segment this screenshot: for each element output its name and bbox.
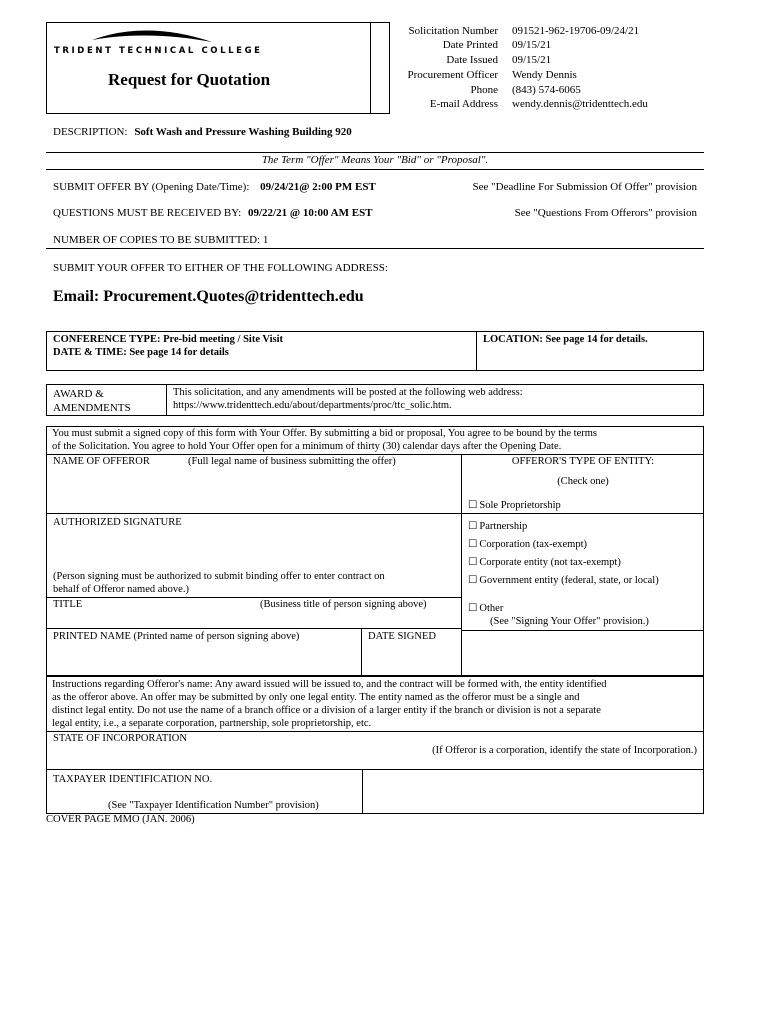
sign-intro-line: of the Solicitation. You agree to hold Your Offer open for a minimum of thirty (30) calendar days after the Opening Date.: [52, 440, 562, 452]
submit-offer-note: See "Deadline For Submission Of Offer" provision: [472, 181, 697, 193]
instruction-line: Instructions regarding Offeror's name: Any award issued will be issued to, and the contract will be formed with, the entity identified: [52, 679, 607, 690]
date-signed-field[interactable]: [362, 645, 460, 675]
sign-intro: [52, 428, 700, 453]
submit-offer-row: [53, 181, 376, 193]
entity-option-corporate-entity[interactable]: ☐ Corporate entity (not tax-exempt): [468, 556, 621, 568]
taxpayer-id-field[interactable]: [363, 770, 703, 813]
description: [53, 126, 352, 138]
instruction-line: distinct legal entity. Do not use the name of a branch office or a division of a larger entity if the branch or division is not a separate: [52, 705, 601, 716]
printed-name-field[interactable]: [47, 645, 360, 675]
field-label: Solicitation Number: [408, 25, 498, 37]
questions-value: 09/22/21 @ 10:00 AM EST: [248, 207, 373, 219]
award-label: [53, 387, 131, 415]
state-of-incorporation-label: STATE OF INCORPORATION: [53, 733, 187, 744]
instructions: [52, 678, 700, 730]
divider: [46, 152, 704, 153]
divider: [46, 513, 461, 514]
name-of-offeror-field[interactable]: [47, 470, 460, 512]
description-value: Soft Wash and Pressure Washing Building 920: [134, 126, 352, 138]
title-field[interactable]: [47, 612, 460, 627]
email-address-line: Email: Procurement.Quotes@tridenttech.edu: [53, 288, 364, 305]
title-hint: (Business title of person signing above): [260, 599, 427, 610]
conference-type: CONFERENCE TYPE: Pre-bid meeting / Site Visit: [53, 334, 284, 345]
divider: [46, 731, 704, 732]
authorized-signature-label: AUTHORIZED SIGNATURE: [53, 517, 182, 528]
submit-offer-label: SUBMIT OFFER BY (Opening Date/Time):: [53, 181, 250, 193]
award-separator: [166, 384, 167, 416]
taxpayer-id-label: TAXPAYER IDENTIFICATION NO.: [53, 774, 213, 785]
award-url[interactable]: https://www.tridenttech.edu/about/departments/proc/ttc_solic.htm.: [173, 400, 452, 411]
entity-option-sole-proprietorship[interactable]: ☐ Sole Proprietorship: [468, 499, 561, 511]
printed-name-label: PRINTED NAME (Printed name of person signing above): [53, 631, 300, 642]
state-of-incorporation-field[interactable]: [47, 758, 703, 768]
header-fields: [380, 24, 710, 111]
name-of-offeror-hint: (Full legal name of business submitting the offer): [188, 456, 396, 467]
divider: [46, 169, 704, 170]
page-title: Request for Quotation: [108, 70, 271, 89]
sign-intro-line: You must submit a signed copy of this form with Your Offer. By submitting a bid or proposal, You agree to be bound by the terms: [52, 428, 598, 439]
questions-label: QUESTIONS MUST BE RECEIVED BY:: [53, 207, 242, 219]
entity-option-corporation-tax-exempt[interactable]: ☐ Corporation (tax-exempt): [468, 538, 587, 550]
conference-separator: [476, 331, 477, 371]
hint-line: behalf of Offeror named above.): [53, 584, 189, 595]
conference-location: LOCATION: See page 14 for details.: [483, 334, 648, 345]
divider: [462, 513, 704, 514]
field-label: Date Issued: [446, 53, 498, 66]
authorized-signature-hint: [53, 570, 385, 596]
name-of-offeror-label: NAME OF OFFEROR: [53, 456, 150, 467]
field-label: Date Printed: [442, 39, 498, 52]
divider: [46, 597, 461, 598]
address-intro: SUBMIT YOUR OFFER TO EITHER OF THE FOLLOWING ADDRESS:: [53, 262, 388, 274]
field-value: 09/15/21: [512, 39, 552, 52]
date-signed-label: DATE SIGNED: [368, 631, 436, 642]
entity-option-government[interactable]: ☐ Government entity (federal, state, or local): [468, 574, 659, 586]
field-value: Wendy Dennis: [512, 69, 577, 82]
questions-row: [53, 207, 373, 219]
instruction-line: legal entity, i.e., a separate corporation, partnership, sole proprietorship, etc.: [52, 718, 372, 729]
footer-form-code: COVER PAGE MMO (JAN. 2006): [46, 814, 195, 825]
taxpayer-id-hint: (See "Taxpayer Identification Number" provision): [108, 800, 319, 811]
authorized-signature-field[interactable]: [47, 532, 460, 568]
copies-line: NUMBER OF COPIES TO BE SUBMITTED: 1: [53, 234, 269, 246]
field-value: 09/15/21: [512, 53, 552, 66]
divider: [46, 628, 461, 629]
field-label: Phone: [470, 83, 498, 96]
hint-line: (Person signing must be authorized to submit binding offer to enter contract on: [53, 571, 385, 582]
state-of-incorporation-hint: (If Offeror is a corporation, identify the state of Incorporation.): [432, 745, 697, 756]
submit-offer-value: 09/24/21@ 2:00 PM EST: [260, 181, 376, 193]
divider: [46, 454, 704, 455]
title-label: TITLE: [53, 599, 83, 610]
divider: [462, 630, 704, 631]
offer-term-note: The Term "Offer" Means Your "Bid" or "Proposal".: [261, 154, 489, 166]
logo-text: TRIDENT TECHNICAL COLLEGE: [54, 46, 263, 56]
entity-heading: OFFEROR'S TYPE OF ENTITY:: [511, 456, 655, 467]
field-value: 091521-962-19706-09/24/21: [512, 25, 640, 37]
award-text-line: This solicitation, and any amendments will be posted at the following web address:: [173, 387, 523, 398]
entity-option-other[interactable]: ☐ Other: [468, 602, 503, 614]
entity-other-note: (See "Signing Your Offer" provision.): [490, 616, 649, 627]
description-label: DESCRIPTION:: [53, 126, 128, 138]
entity-check-one: (Check one): [557, 476, 609, 487]
award-label-line: AMENDMENTS: [53, 402, 131, 414]
conference-date: DATE & TIME: See page 14 for details: [53, 347, 229, 358]
award-text: [173, 386, 523, 412]
entity-option-partnership[interactable]: ☐ Partnership: [468, 520, 527, 532]
instruction-line: as the offeror above. An offer may be submitted by only one legal entity. The entity named as the offeror must be a single and: [52, 692, 580, 703]
field-value: wendy.dennis@tridenttech.edu: [512, 98, 648, 111]
field-value: (843) 574-6065: [512, 83, 581, 96]
column-divider: [461, 454, 462, 676]
field-label: E-mail Address: [429, 98, 498, 111]
field-label: Procurement Officer: [407, 69, 498, 82]
header-separator: [370, 22, 371, 114]
award-label-line: AWARD &: [53, 388, 104, 400]
divider: [46, 248, 704, 249]
questions-note: See "Questions From Offerors" provision: [514, 207, 697, 219]
